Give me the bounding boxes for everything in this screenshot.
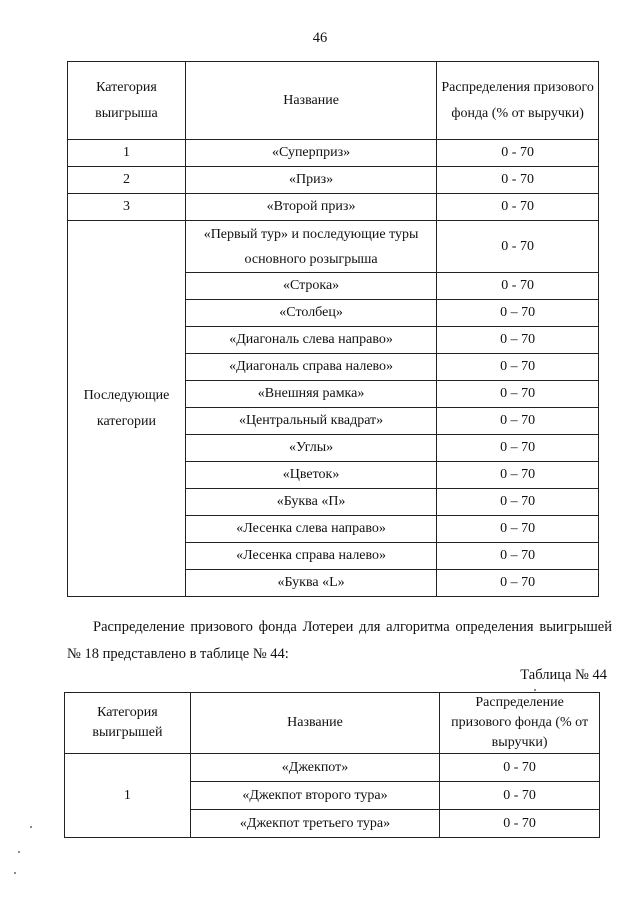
cell-category: 1 xyxy=(65,754,191,838)
table-row xyxy=(68,194,599,221)
cell-value: 0 - 70 xyxy=(437,273,599,300)
cell-value: 0 – 70 xyxy=(437,462,599,489)
prize-distribution-table xyxy=(67,61,599,597)
cell-name: «Приз» xyxy=(185,167,436,194)
cell-name: «Первый тур» и последующие туры основного розыгрыша xyxy=(185,221,436,273)
cell-value: 0 – 70 xyxy=(437,489,599,516)
cell-value: 0 – 70 xyxy=(437,300,599,327)
cell-value: 0 – 70 xyxy=(437,570,599,597)
cell-name: «Центральный квадрат» xyxy=(185,408,436,435)
cell-name: «Цветок» xyxy=(185,462,436,489)
page-number: 46 xyxy=(312,30,328,46)
cell-value: 0 – 70 xyxy=(437,327,599,354)
cell-name: «Строка» xyxy=(185,273,436,300)
header-category: Категория выигрыша xyxy=(68,62,186,140)
cell-name: «Лесенка справа налево» xyxy=(185,543,436,570)
header-distribution: Распределения призового фонда (% от выручки) xyxy=(437,62,599,140)
cell-value: 0 – 70 xyxy=(437,381,599,408)
cell-value: 0 – 70 xyxy=(437,516,599,543)
jackpot-table xyxy=(64,692,600,838)
cell-name: «Углы» xyxy=(185,435,436,462)
table-caption: Таблица № 44 xyxy=(520,667,607,683)
cell-name: «Буква «П» xyxy=(185,489,436,516)
scan-speck xyxy=(30,826,32,828)
cell-value: 0 - 70 xyxy=(440,810,600,838)
cell-name: «Внешняя рамка» xyxy=(185,381,436,408)
table-row xyxy=(68,140,599,167)
header-name: Название xyxy=(185,62,436,140)
table-header-row xyxy=(65,693,600,754)
cell-category: 2 xyxy=(68,167,186,194)
scan-speck xyxy=(534,689,536,691)
cell-name: «Джекпот третьего тура» xyxy=(190,810,439,838)
scan-speck xyxy=(18,851,20,853)
cell-value: 0 – 70 xyxy=(437,435,599,462)
cell-subsequent-category: Последующие категории xyxy=(68,221,186,597)
cell-name: «Диагональ слева направо» xyxy=(185,327,436,354)
body-paragraph: Распределение призового фонда Лотереи для алгоритма определения выигрышей № 18 представлено в таблице № 44: xyxy=(67,619,612,662)
cell-name: «Буква «L» xyxy=(185,570,436,597)
header-distribution: Распределение призового фонда (% от выручки) xyxy=(440,693,600,754)
cell-value: 0 - 70 xyxy=(440,782,600,810)
cell-value: 0 – 70 xyxy=(437,354,599,381)
cell-value: 0 – 70 xyxy=(437,408,599,435)
cell-name: «Столбец» xyxy=(185,300,436,327)
cell-value: 0 - 70 xyxy=(440,754,600,782)
scan-speck xyxy=(14,872,16,874)
cell-name: «Джекпот» xyxy=(190,754,439,782)
header-category: Категория выигрышей xyxy=(65,693,191,754)
cell-name: «Лесенка слева направо» xyxy=(185,516,436,543)
cell-category: 3 xyxy=(68,194,186,221)
table-row xyxy=(68,221,599,273)
cell-value: 0 - 70 xyxy=(437,194,599,221)
cell-name: «Диагональ справа налево» xyxy=(185,354,436,381)
cell-value: 0 - 70 xyxy=(437,167,599,194)
cell-category: 1 xyxy=(68,140,186,167)
cell-name: «Джекпот второго тура» xyxy=(190,782,439,810)
table-row xyxy=(68,167,599,194)
cell-value: 0 - 70 xyxy=(437,140,599,167)
header-name: Название xyxy=(190,693,439,754)
table-header-row xyxy=(68,62,599,140)
table-row xyxy=(65,754,600,782)
cell-value: 0 - 70 xyxy=(437,221,599,273)
cell-name: «Суперприз» xyxy=(185,140,436,167)
cell-name: «Второй приз» xyxy=(185,194,436,221)
cell-value: 0 – 70 xyxy=(437,543,599,570)
